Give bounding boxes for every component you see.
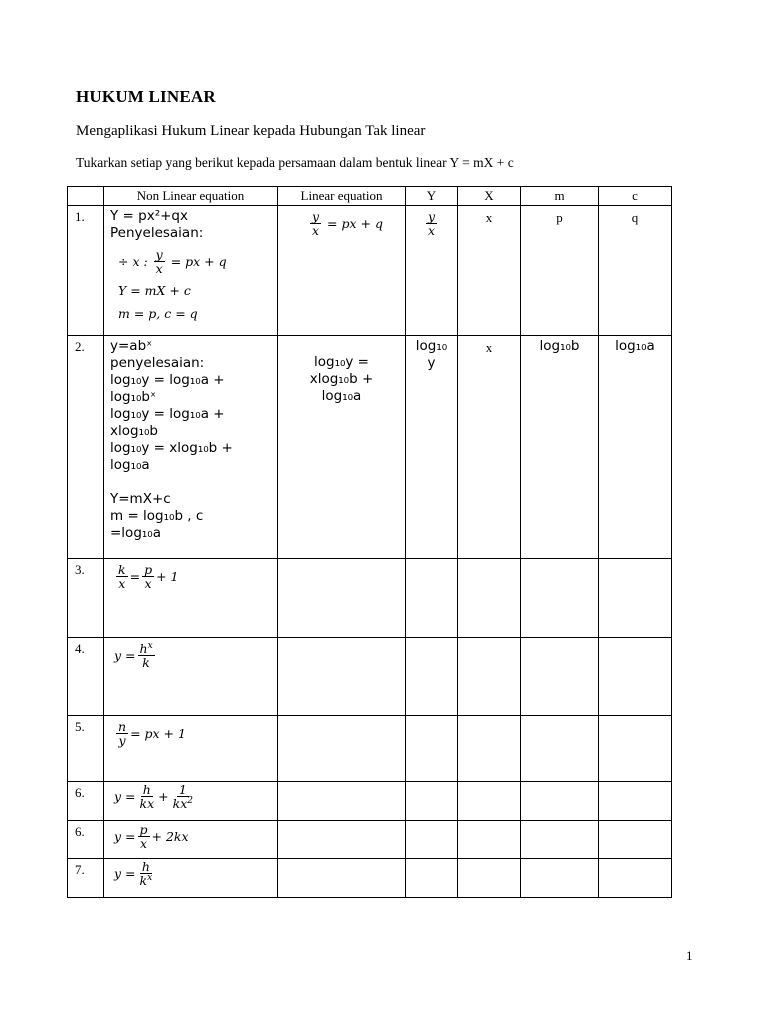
- nonlinear-cell: y = $\frac{h^x}{k}$: [104, 638, 278, 716]
- header-X: X: [458, 187, 521, 206]
- table-row: [68, 638, 672, 716]
- row-number: 6.: [68, 821, 104, 859]
- instruction-text: Tukarkan setiap yang berikut kepada persamaan dalam bentuk linear Y = mX + c: [76, 155, 514, 170]
- table-header-row: [68, 187, 672, 206]
- nonlinear-cell: y = $\frac{h}{k^x}$: [104, 859, 278, 898]
- row-number: 3.: [68, 559, 104, 638]
- row2-line: log₁₀y = log₁₀a +: [110, 372, 225, 388]
- linear-cell: [278, 336, 406, 559]
- row2-line: log₁₀a: [110, 457, 150, 473]
- row-number: 7.: [68, 859, 104, 898]
- table-row: [68, 559, 672, 638]
- row2-line: m = log₁₀b , c: [110, 508, 204, 524]
- row1-penyelesaian: Penyelesaian:: [110, 225, 204, 241]
- table-row: [68, 206, 672, 336]
- row2-line: =log₁₀a: [110, 525, 161, 541]
- c-cell: log₁₀a: [599, 336, 672, 559]
- table-row: [68, 716, 672, 782]
- X-cell: x: [458, 206, 521, 336]
- table-row: [68, 782, 672, 821]
- row2-line: Y=mX+c: [110, 491, 171, 507]
- m-cell: log₁₀b: [521, 336, 599, 559]
- linear-law-table: [67, 186, 672, 898]
- header-c: c: [599, 187, 672, 206]
- row2-linear-line: log₁₀y =: [314, 354, 369, 370]
- Y-cell: $\frac{y}{x}$: [406, 206, 458, 336]
- row2-line: y=abˣ: [110, 338, 153, 354]
- row-number: 4.: [68, 638, 104, 716]
- header-linear: Linear equation: [278, 187, 406, 206]
- row-number: 2.: [68, 336, 104, 559]
- row2-Y-line: y: [427, 355, 436, 371]
- row2-linear-line: xlog₁₀b +: [309, 371, 374, 387]
- table-row: [68, 859, 672, 898]
- row2-Y-line: log₁₀: [415, 338, 448, 354]
- header-nonlinear: Non Linear equation: [104, 187, 278, 206]
- nonlinear-cell: $\frac{k}{x}$ = $\frac{p}{x}$ + 1: [104, 559, 278, 638]
- row2-line: log₁₀bˣ: [110, 389, 156, 405]
- linear-cell: $\frac{y}{x}$ = px + q: [278, 206, 406, 336]
- header-Y: Y: [406, 187, 458, 206]
- Y-cell: [406, 336, 458, 559]
- nonlinear-cell: y = $\frac{p}{x}$ + 2kx: [104, 821, 278, 859]
- X-cell: x: [458, 336, 521, 559]
- row1-equation: Y = px²+qx: [110, 208, 188, 224]
- row-number: 6.: [68, 782, 104, 821]
- nonlinear-cell: $\frac{n}{y}$ = px + 1: [104, 716, 278, 782]
- nonlinear-cell: y = $\frac{h}{kx}$ + $\frac{1}{kx^2}$: [104, 782, 278, 821]
- table-row: [68, 821, 672, 859]
- table-row: [68, 336, 672, 559]
- row2-blank: [110, 474, 271, 491]
- nonlinear-cell: [104, 336, 278, 559]
- row2-line: log₁₀y = xlog₁₀b +: [110, 440, 233, 456]
- page-number: 1: [686, 948, 693, 963]
- row-number: 5.: [68, 716, 104, 782]
- row2-line: xlog₁₀b: [110, 423, 158, 439]
- header-number: [68, 187, 104, 206]
- row2-line: log₁₀y = log₁₀a +: [110, 406, 225, 422]
- document-subtitle: Mengaplikasi Hukum Linear kepada Hubungan Tak linear: [76, 123, 426, 139]
- row-number: 1.: [68, 206, 104, 336]
- nonlinear-cell: Y = px²+qx Penyelesaian: ÷ x : $\frac{y}{x}$ = px + q Y = mX + c m = p, c = q: [104, 206, 278, 336]
- row2-linear-line: log₁₀a: [321, 388, 362, 404]
- m-cell: p: [521, 206, 599, 336]
- document-title: HUKUM LINEAR: [76, 87, 216, 106]
- c-cell: q: [599, 206, 672, 336]
- row2-line: penyelesaian:: [110, 355, 205, 371]
- header-m: m: [521, 187, 599, 206]
